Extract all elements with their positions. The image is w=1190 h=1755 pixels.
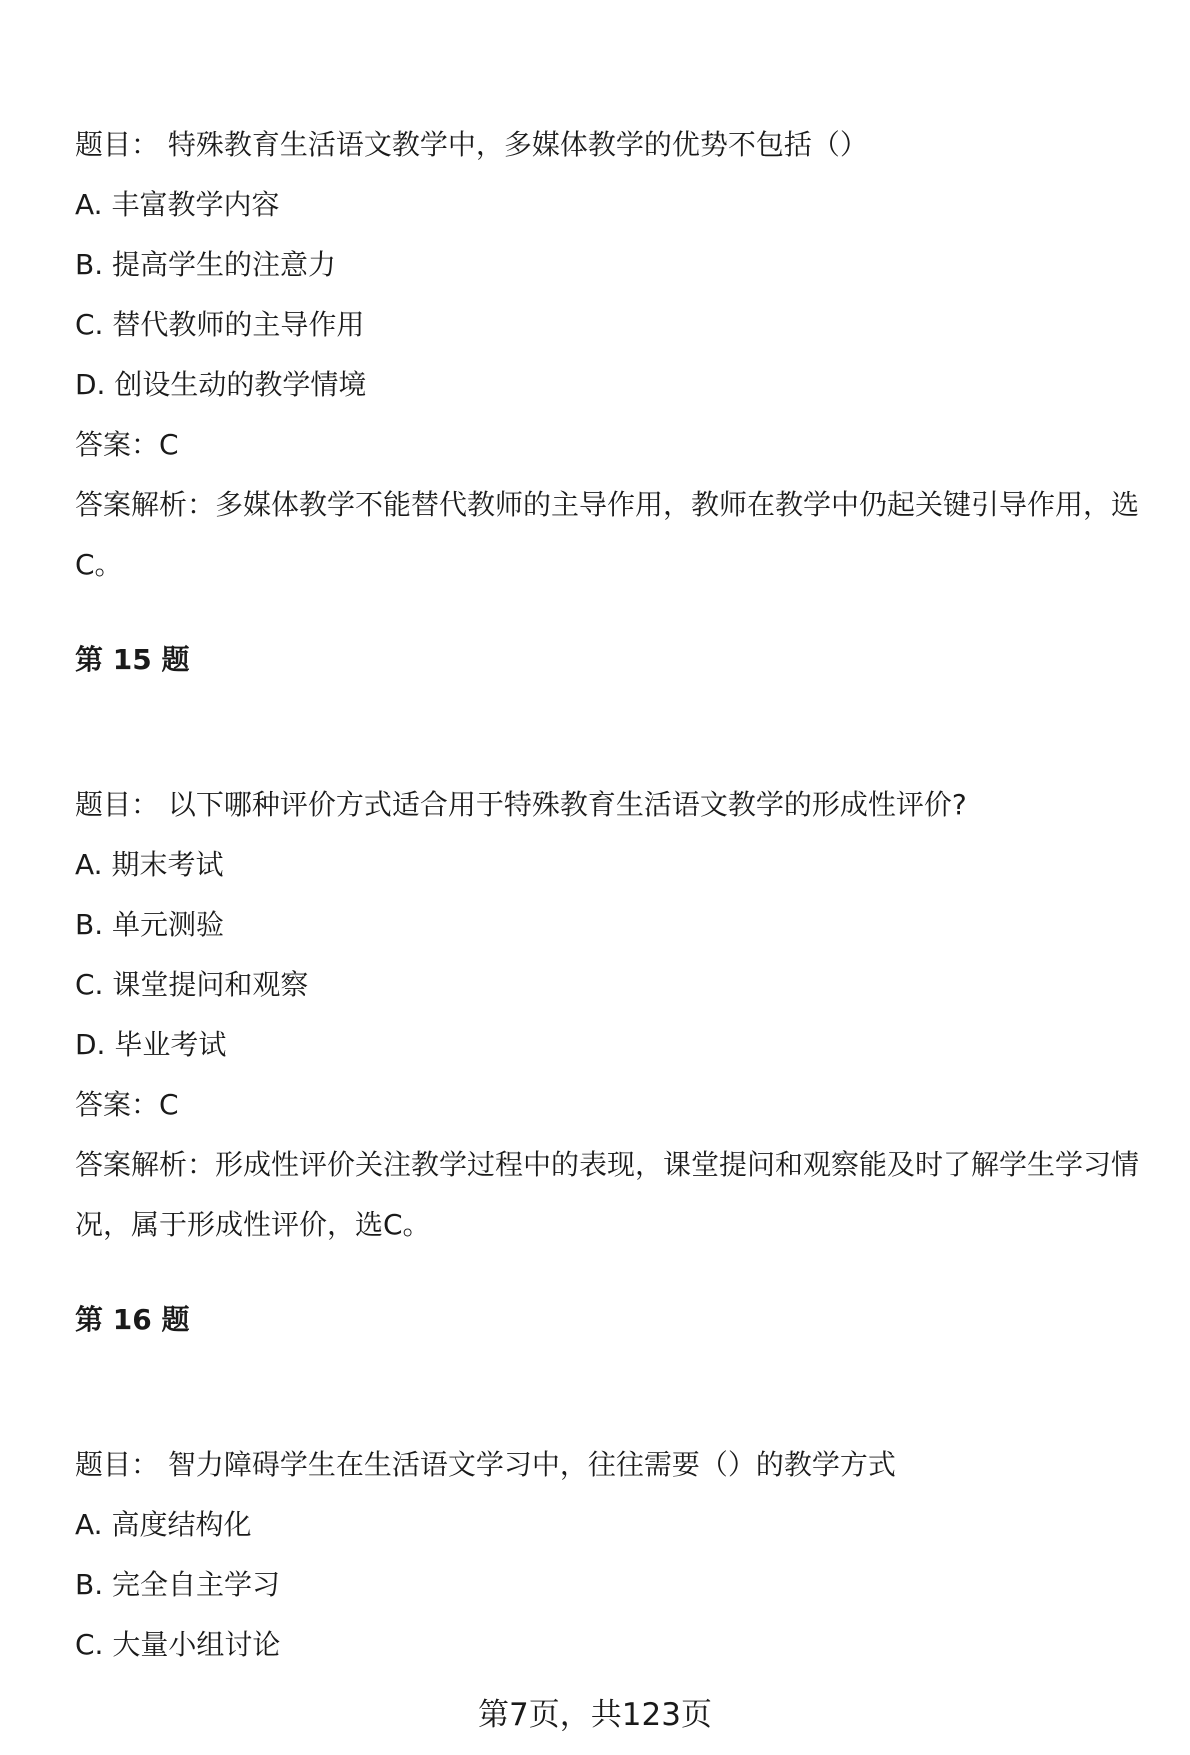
option-a: A. 高度结构化 bbox=[75, 1508, 252, 1541]
answer: 答案：C bbox=[75, 428, 179, 461]
question-stem: 题目： 智力障碍学生在生活语文学习中，往往需要（）的教学方式 bbox=[75, 1448, 896, 1481]
option-b: B. 提高学生的注意力 bbox=[75, 248, 337, 281]
question-stem: 题目： 特殊教育生活语文教学中，多媒体教学的优势不包括（） bbox=[75, 128, 868, 161]
option-a: A. 丰富教学内容 bbox=[75, 188, 280, 221]
page-number: 第7页，共123页 bbox=[478, 1697, 712, 1733]
option-c: C. 替代教师的主导作用 bbox=[75, 308, 365, 341]
option-b: B. 单元测验 bbox=[75, 908, 225, 941]
option-d: D. 创设生动的教学情境 bbox=[75, 368, 367, 401]
option-c: C. 课堂提问和观察 bbox=[75, 968, 309, 1001]
answer-analysis: 答案解析：多媒体教学不能替代教师的主导作用，教师在教学中仍起关键引导作用，选C。 bbox=[75, 488, 1140, 581]
option-d: D. 毕业考试 bbox=[75, 1028, 227, 1061]
question-stem: 题目： 以下哪种评价方式适合用于特殊教育生活语文教学的形成性评价? bbox=[75, 788, 967, 821]
option-b: B. 完全自主学习 bbox=[75, 1568, 281, 1601]
answer: 答案：C bbox=[75, 1088, 179, 1121]
question-16 bbox=[75, 1435, 1155, 1675]
question-heading: 第 16 题 bbox=[75, 1303, 190, 1336]
option-a: A. 期末考试 bbox=[75, 848, 224, 881]
question-15 bbox=[75, 775, 1155, 1255]
option-c: C. 大量小组讨论 bbox=[75, 1628, 281, 1661]
answer-analysis: 答案解析：形成性评价关注教学过程中的表现，课堂提问和观察能及时了解学生学习情况，属于形成性评价，选C。 bbox=[75, 1148, 1140, 1241]
question-heading: 第 15 题 bbox=[75, 643, 190, 676]
question-14 bbox=[75, 115, 1155, 595]
